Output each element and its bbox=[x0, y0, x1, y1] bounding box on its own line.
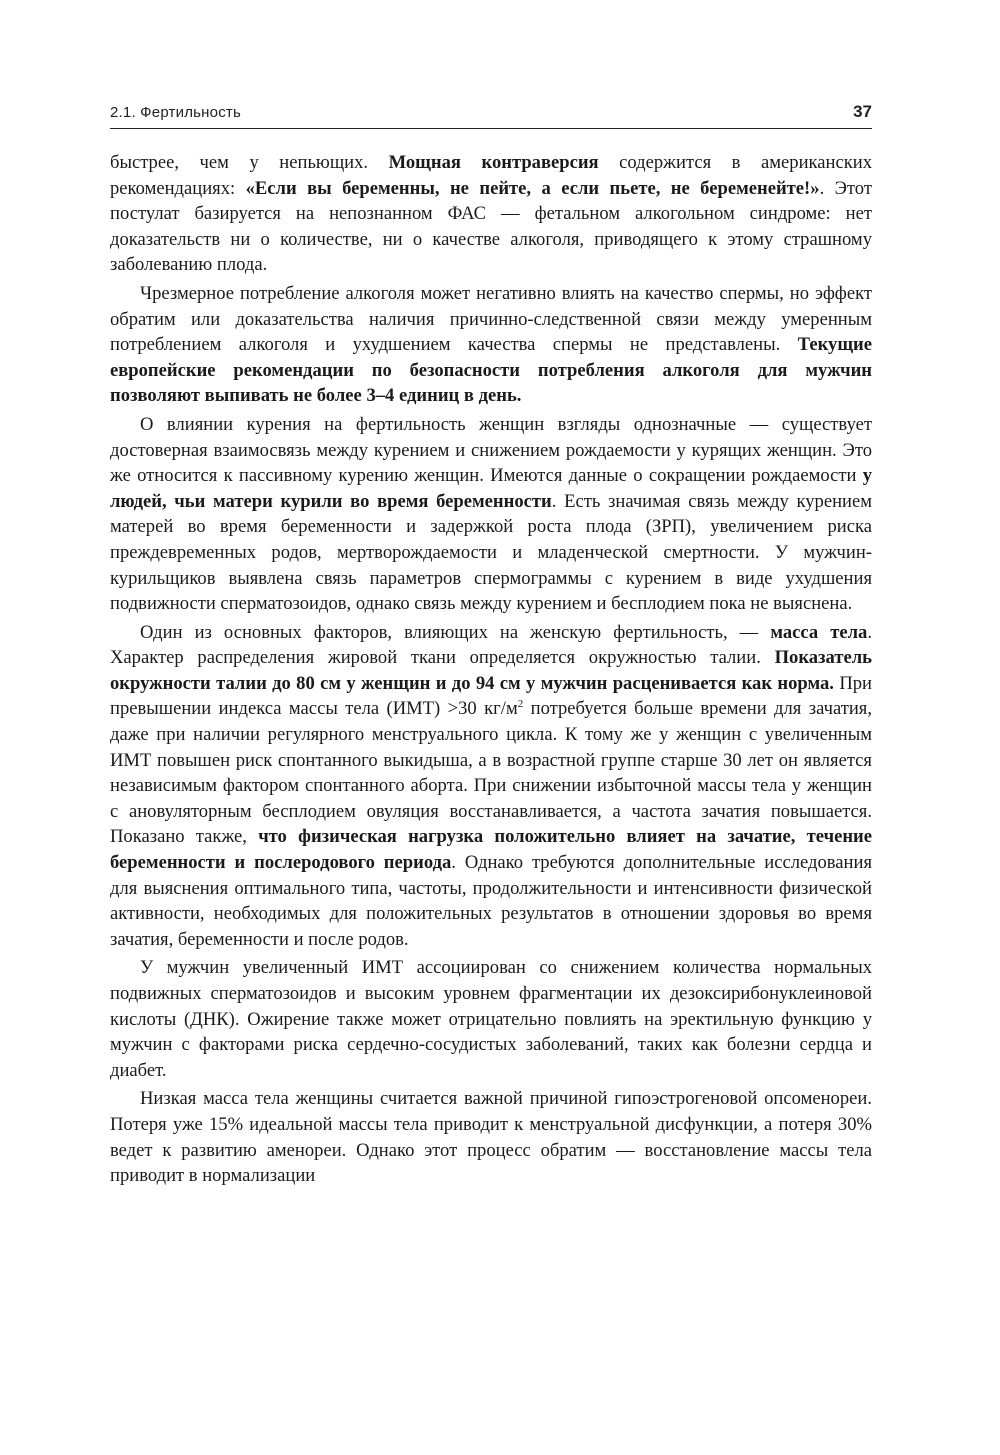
text-run: Низкая масса тела женщины считается важной причиной гипоэстрогеновой опсоменореи. Потеря уже 15% идеальной массы тела приводит к менструальной дисфункции, а потеря 30% ведет к развитию аменореи. Однако этот процесс обратим — восстановление массы тела приводит в нормализации bbox=[110, 1088, 872, 1187]
bold-text: Показатель окружности талии до 80 см у женщин и до 94 см у мужчин расценивается как норма. bbox=[110, 647, 872, 694]
paragraph bbox=[110, 412, 872, 617]
text-run: быстрее, чем у непьющих. bbox=[110, 152, 389, 173]
paragraph bbox=[110, 955, 872, 1083]
bold-text: «Если вы беременны, не пейте, а если пьете, не беременейте!» bbox=[245, 177, 820, 199]
bold-text: масса тела bbox=[770, 621, 868, 643]
bold-text: Мощная контраверсия bbox=[388, 152, 599, 173]
bold-text: у людей, чьи матери курили во время беременности bbox=[110, 465, 872, 512]
text-run: Чрезмерное потребление алкоголя может негативно влиять на качество спермы, но эффект обратим или доказательства наличия причинно-следственной связи между умеренным потреблением алкоголя и ухудшением качества спермы не представлены. bbox=[110, 282, 872, 356]
bold-text: Текущие европейские рекомендации по безопасности потребления алкоголя для мужчин позволяют выпивать не более 3–4 единиц в день. bbox=[110, 334, 872, 407]
text-run: . Этот постулат базируется на непознанном ФАС — фетальном алкогольном синдроме: нет доказательств ни о количестве, ни о качестве алкоголя, приводящего к этому страшному заболеванию плода. bbox=[110, 177, 872, 276]
paragraph bbox=[110, 150, 872, 278]
text-run: Один из основных факторов, влияющих на женскую фертильность, — bbox=[140, 621, 771, 643]
bold-text: что физическая нагрузка положительно влияет на зачатие, течение беременности и послеродового периода bbox=[110, 826, 872, 874]
text-run: У мужчин увеличенный ИМТ ассоциирован со снижением количества нормальных подвижных сперматозоидов и высоким уровнем фрагментации их дезоксирибонуклеиновой кислоты (ДНК). Ожирение также может отрицательно повлиять на эректильную функцию у мужчин с факторами риска сердечно-сосудистых заболеваний, таких как болезни сердца и диабет. bbox=[110, 957, 872, 1081]
text-run: потребуется больше времени для зачатия, даже при наличии регулярного менструального цикла. К тому же у женщин с увеличенным ИМТ повышен риск спонтанного выкидыша, а в возрастной группе старше 30 лет он является независимым фактором спонтанного аборта. При снижении избыточной массы тела у женщин с ановуляторным бесплодием овуляция восстанавливается, а частота зачатия повышается. Показано также, bbox=[110, 698, 872, 848]
section-title: 2.1. Фертильность bbox=[110, 104, 241, 121]
running-header bbox=[110, 104, 872, 129]
text-run: . Однако требуются дополнительные исследования для выяснения оптимального типа, частоты, продолжительности и интенсивности физической активности, необходимых для положительных результатов в отношении здоровья во время зачатия, беременности и после родов. bbox=[110, 852, 873, 950]
page-number: 37 bbox=[853, 102, 872, 121]
body-text bbox=[110, 150, 872, 1192]
superscript: 2 bbox=[517, 698, 524, 711]
paragraph bbox=[110, 620, 872, 953]
paragraph bbox=[110, 281, 872, 409]
text-run: При превышении индекса массы тела (ИМТ) >30 кг/м bbox=[110, 672, 872, 720]
text-run: . Есть значимая связь между курением матерей во время беременности и задержкой роста плода (ЗРП), увеличением риска преждевременных родов, мертворождаемости и младенческой смертности. У мужчин-курильщиков выявлена связь параметров спермограммы с курением в виде ухудшения подвижности сперматозоидов, однако связь между курением и бесплодием пока не выяснена. bbox=[110, 490, 872, 615]
paragraph bbox=[110, 1086, 872, 1188]
text-run: . Характер распределения жировой ткани определяется окружностью талии. bbox=[110, 621, 872, 669]
text-run: содержится в американских рекомендациях: bbox=[110, 152, 873, 199]
text-run: О влиянии курения на фертильность женщин взгляды однозначные — существует достоверная взаимосвязь между курением и снижением рождаемости у курящих женщин. Это же относится к пассивному курению женщин. Имеются данные о сокращении рождаемости bbox=[110, 413, 872, 487]
